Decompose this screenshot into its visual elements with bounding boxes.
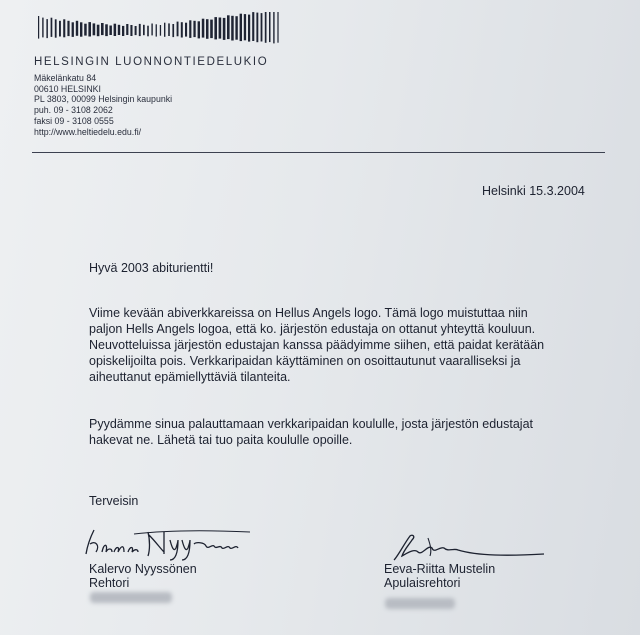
- logo-stripe: [143, 25, 145, 35]
- logo-stripe: [97, 25, 100, 37]
- logo-stripe: [177, 22, 179, 37]
- paragraph-line: aiheuttanut epämiellyttäviä tilanteita.: [89, 370, 291, 384]
- logo-stripe: [55, 19, 57, 37]
- logo-stripe: [139, 24, 141, 36]
- logo-stripe: [130, 25, 132, 36]
- letter-date: Helsinki 15.3.2004: [482, 184, 585, 198]
- school-logo: [36, 12, 284, 46]
- logo-stripe: [198, 21, 200, 38]
- logo-stripe: [80, 22, 82, 36]
- logo-stripe: [76, 21, 78, 36]
- letter-paragraph-2: [89, 416, 609, 448]
- logo-stripe: [101, 23, 104, 35]
- logo-stripe: [147, 26, 149, 37]
- logo-stripe: [84, 24, 87, 36]
- logo-stripe: [265, 12, 267, 43]
- logo-stripe: [193, 21, 195, 37]
- logo-stripe: [122, 26, 124, 36]
- logo-stripe: [126, 24, 128, 35]
- logo-stripe: [206, 19, 209, 39]
- signature-vice-principal: [388, 530, 548, 564]
- logo-stripe: [244, 14, 246, 40]
- paragraph-line: Neuvotteluissa järjestön edustajan kanssa päädyimme siihen, että paidat kerätään: [89, 338, 545, 352]
- logo-stripe: [189, 20, 191, 38]
- paragraph-line: opiskelijoilta pois. Verkkaripaidan käyttäminen on osoittautunut vaaralliseksi ja: [89, 354, 521, 368]
- logo-stripe: [93, 23, 96, 35]
- logo-stripe: [42, 18, 43, 38]
- header-divider: [32, 152, 605, 153]
- logo-stripe: [214, 17, 217, 39]
- logo-stripe: [156, 24, 157, 36]
- vice-principal-name: Eeva-Riitta Mustelin: [384, 562, 496, 576]
- paragraph-line: Viime kevään abiverkkareissa on Hellus Angels logo. Tämä logo muistuttaa niin: [89, 306, 528, 320]
- logo-stripe: [72, 22, 74, 37]
- logo-stripe: [231, 16, 234, 41]
- signature-principal: [78, 522, 258, 562]
- logo-stripe: [151, 24, 152, 36]
- address-phone: puh. 09 - 3108 2062: [34, 105, 113, 116]
- address-street: Mäkelänkatu 84: [34, 73, 97, 83]
- logo-stripe: [67, 21, 69, 36]
- logo-stripe: [277, 12, 278, 43]
- paragraph-line: hakevat ne. Lähetä tai tuo paita koululle opoille.: [89, 433, 353, 447]
- logo-stripe: [269, 12, 271, 42]
- logo-stripe: [109, 26, 112, 36]
- logo-stripe: [219, 18, 222, 39]
- logo-stripe: [227, 15, 230, 39]
- logo-stripe: [185, 23, 187, 37]
- logo-stripe: [252, 12, 254, 41]
- vice-principal-title: Apulaisrehtori: [384, 576, 461, 590]
- redacted-text: [385, 598, 455, 609]
- logo-stripe: [172, 24, 174, 37]
- logo-stripe: [88, 22, 91, 36]
- logo-stripe: [256, 13, 258, 43]
- logo-stripe: [63, 19, 65, 37]
- logo-stripe: [223, 18, 226, 40]
- letter-paragraph-1: [89, 305, 609, 385]
- redacted-text: [90, 592, 172, 603]
- address-postcode: 00610 HELSINKI: [34, 83, 101, 94]
- principal-name: Kalervo Nyyssönen: [89, 562, 197, 576]
- logo-stripe: [118, 25, 120, 35]
- address-po-box: PL 3803, 00099 Helsingin kaupunki: [34, 94, 173, 105]
- address-fax: faksi 09 - 3108 0555: [34, 115, 114, 126]
- paragraph-line: paljon Hells Angels logoa, että ko. järjestön edustaja on ottanut yhteyttä kouluun.: [89, 322, 536, 336]
- logo-stripe: [168, 23, 170, 36]
- letter-closing: Terveisin: [89, 494, 139, 508]
- address-website: http://www.heltiedelu.edu.fi/: [34, 126, 142, 137]
- logo-stripe: [160, 25, 161, 36]
- logo-stripe: [181, 22, 183, 37]
- logo-stripe: [240, 14, 242, 41]
- letter-greeting: Hyvä 2003 abiturientti!: [89, 261, 214, 275]
- logo-stripe: [202, 19, 205, 38]
- logo-stripe: [46, 19, 48, 38]
- logo-stripe: [261, 13, 263, 41]
- school-name: HELSINGIN LUONNONTIEDELUKIO: [34, 56, 269, 68]
- logo-stripe: [210, 20, 213, 38]
- logo-stripe: [59, 21, 61, 37]
- logo-stripe: [273, 12, 274, 43]
- logo-stripe: [135, 26, 137, 35]
- logo-stripe: [235, 16, 237, 40]
- logo-stripe: [51, 18, 53, 37]
- logo-stripe: [248, 15, 250, 42]
- logo-stripe: [38, 16, 39, 39]
- logo-stripe: [105, 24, 108, 36]
- paragraph-line: Pyydämme sinua palauttamaan verkkaripaidan koululle, josta järjestön edustajat: [89, 417, 534, 431]
- school-address: [34, 73, 172, 137]
- principal-title: Rehtori: [89, 576, 130, 590]
- logo-stripe: [114, 24, 117, 36]
- logo-stripe: [164, 23, 165, 37]
